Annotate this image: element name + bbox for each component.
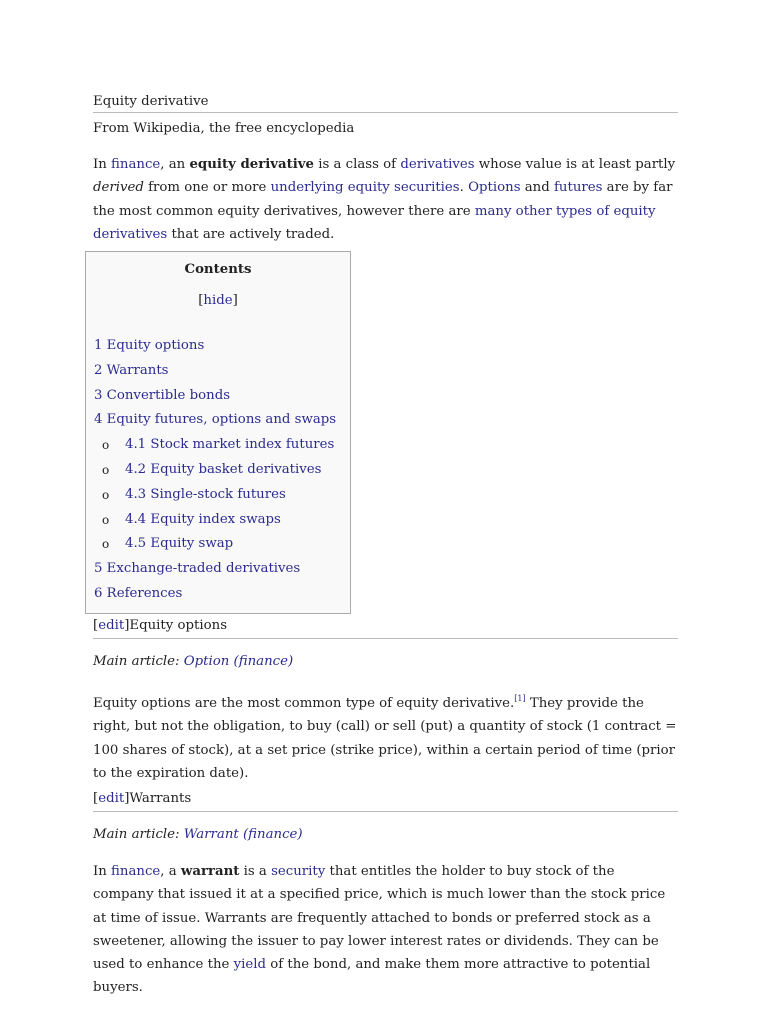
toc-item [94, 410, 336, 435]
link-warrant-finance[interactable]: Warrant (finance) [183, 827, 303, 842]
bullet-icon: o [102, 537, 110, 552]
toc-link-basket-derivatives[interactable]: 4.2 Equity basket derivatives [125, 461, 322, 477]
link-underlying[interactable]: underlying equity securities [270, 180, 460, 196]
toc-hide-control [86, 293, 350, 308]
intro-text: are by far the most common equity derivatives, however there are [93, 180, 673, 219]
bracket: ] [124, 618, 130, 633]
site-subtitle: From Wikipedia, the free encyclopedia [93, 121, 355, 136]
intro-text: . [459, 180, 469, 196]
toc-item [94, 386, 336, 411]
warrants-paragraph [93, 860, 678, 1000]
section-title: Equity options [129, 618, 228, 633]
toc-subitem [94, 435, 336, 460]
toc-link-equity-futures[interactable]: 4 Equity futures, options and swaps [94, 412, 337, 428]
link-yield[interactable]: yield [233, 957, 267, 973]
toc-link-index-futures[interactable]: 4.1 Stock market index futures [125, 437, 335, 453]
equity-options-paragraph [93, 687, 678, 785]
intro-text: In [93, 157, 112, 172]
toc-hide-link[interactable]: hide [203, 293, 233, 308]
paragraph-text: of the bond, and make them more attractive to potential buyers. [93, 957, 651, 996]
toc-link-equity-swap[interactable]: 4.5 Equity swap [125, 536, 234, 552]
intro-text: is a class of [313, 157, 401, 172]
italic-term: derived [93, 180, 144, 196]
link-finance[interactable]: finance [111, 157, 161, 172]
toc-subitem [94, 460, 336, 485]
bracket: ] [124, 791, 130, 806]
section-heading-warrants [93, 789, 678, 812]
toc-item [94, 361, 336, 386]
bracket: [ [93, 618, 99, 633]
toc-link-warrants[interactable]: 2 Warrants [94, 362, 169, 378]
toc-subitem [94, 510, 336, 535]
intro-paragraph [93, 153, 678, 246]
main-article-prefix: Main article: [93, 827, 184, 842]
main-article-note [93, 825, 303, 845]
link-options[interactable]: Options [468, 180, 521, 196]
bold-term: equity derivative [189, 157, 314, 172]
bracket: ] [232, 293, 238, 308]
paragraph-text: Equity options are the most common type of equity derivative. [93, 696, 515, 711]
main-article-note [93, 652, 293, 672]
link-option-finance[interactable]: Option (finance) [183, 654, 294, 669]
toc-link-single-stock-futures[interactable]: 4.3 Single-stock futures [125, 486, 286, 502]
link-derivatives[interactable]: derivatives [400, 157, 475, 172]
toc-item [94, 584, 336, 609]
toc-item [94, 559, 336, 584]
main-article-prefix: Main article: [93, 654, 184, 669]
bracket: [ [93, 791, 99, 806]
bullet-icon: o [102, 462, 110, 477]
intro-text: whose value is at least partly [474, 157, 676, 172]
bullet-icon: o [102, 438, 110, 453]
toc-link-references[interactable]: 6 References [94, 585, 183, 601]
link-many-other-types[interactable]: many other types of equity derivatives [93, 203, 656, 242]
bracket: [ [198, 293, 204, 308]
paragraph-text: They provide the right, but not the obligation, to buy (call) or sell (put) a quantity of stock (1 contract = 100 shares of stock), at a set price (strike price), within a certain period of time (prior to the expiration date). [93, 696, 677, 781]
intro-text: from one or more [143, 180, 271, 196]
toc-subitem [94, 485, 336, 510]
intro-text: , an [160, 157, 190, 172]
toc-item [94, 336, 336, 361]
intro-text: that are actively traded. [167, 226, 335, 242]
table-of-contents [85, 251, 351, 614]
bullet-icon: o [102, 512, 110, 527]
intro-text: and [520, 180, 554, 196]
link-futures[interactable]: futures [553, 180, 603, 196]
paragraph-text: , a [160, 864, 181, 879]
bold-term: warrant [180, 864, 240, 879]
paragraph-text: is a [239, 864, 272, 879]
section-heading-equity-options [93, 616, 678, 639]
paragraph-text: In [93, 864, 112, 879]
link-finance[interactable]: finance [111, 864, 161, 879]
link-security[interactable]: security [271, 864, 326, 879]
toc-link-equity-options[interactable]: 1 Equity options [94, 338, 205, 353]
toc-list [94, 336, 336, 609]
toc-title: Contents [184, 262, 252, 277]
paragraph-text: that entitles the holder to buy stock of the company that issued it at a specified price, which is much lower than the stock price at time of issue. Warrants are frequently attached to bonds or preferred stock as a sweetener, allowing the issuer to pay lower interest rates or dividends. They can be used to enhance the [93, 864, 666, 973]
section-title: Warrants [129, 791, 192, 806]
reference-link[interactable]: [1] [514, 694, 526, 703]
edit-link[interactable]: edit [98, 618, 125, 633]
edit-link[interactable]: edit [98, 791, 125, 806]
toc-link-index-swaps[interactable]: 4.4 Equity index swaps [125, 511, 281, 527]
toc-subitem [94, 534, 336, 559]
toc-link-exchange-traded[interactable]: 5 Exchange-traded derivatives [94, 561, 301, 577]
toc-link-convertible-bonds[interactable]: 3 Convertible bonds [94, 387, 231, 403]
bullet-icon: o [102, 487, 110, 502]
page-title: Equity derivative [93, 92, 678, 113]
